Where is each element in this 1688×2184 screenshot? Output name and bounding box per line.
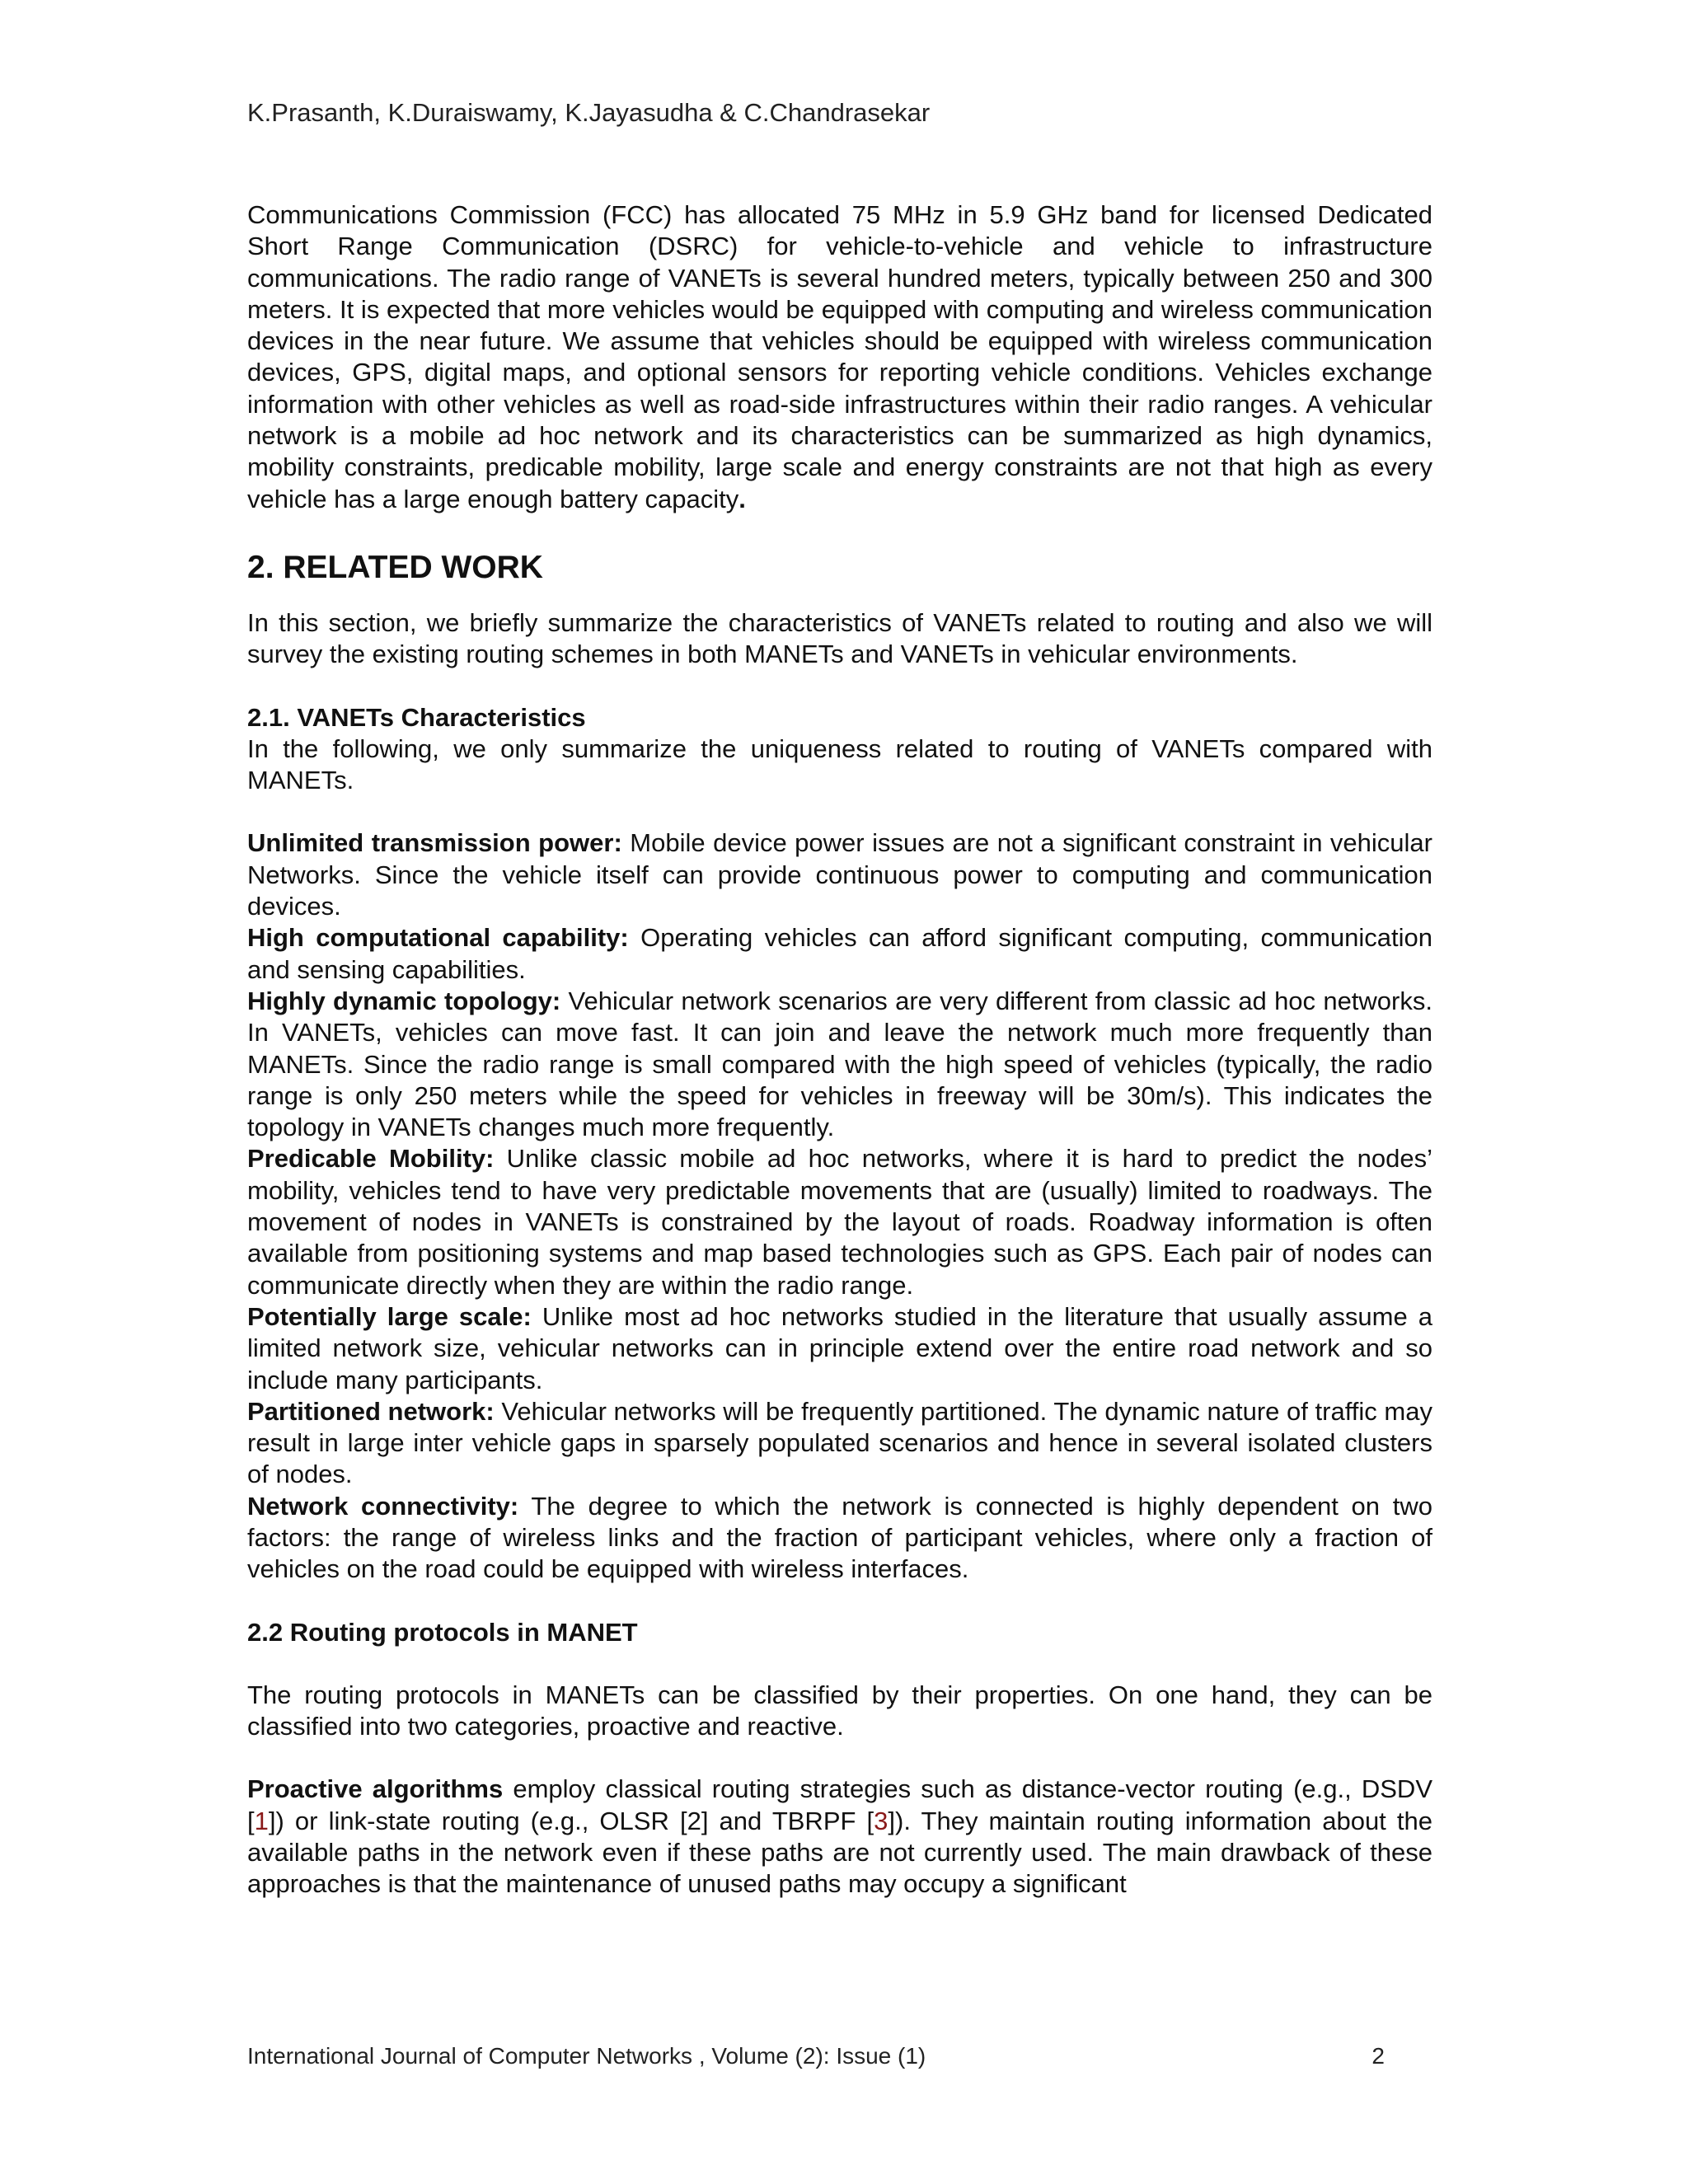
intro-paragraph — [247, 199, 1432, 515]
proactive-text-2: ]) or link-state routing (e.g., OLSR [2] and TBRPF [ — [268, 1806, 874, 1835]
characteristic-text: Operating vehicles can afford significant computing, communication and sensing capabilities. — [247, 923, 1432, 984]
characteristic-item — [247, 986, 1432, 1143]
characteristic-item — [247, 1396, 1432, 1491]
section2-intro: In this section, we briefly summarize the characteristics of VANETs related to routing and also we will survey the existing routing schemes in both MANETs and VANETs in vehicular environments. — [247, 607, 1432, 669]
section21-intro: In the following, we only summarize the uniqueness related to routing of VANETs compared with MANETs. — [247, 733, 1432, 795]
subsection-heading-routing-protocols-manet: 2.2 Routing protocols in MANET — [247, 1617, 638, 1647]
characteristic-text: Unlike classic mobile ad hoc networks, where it is hard to predict the nodes’ mobility, vehicles tend to have very predictable movements that are (usually) limited to roadways. The movement of nodes in VANETs is constrained by the layout of roads. Roadway information is often available from positioning systems and map based technologies such as GPS. Each pair of nodes can communicate directly when they are within the radio range. — [247, 1144, 1432, 1300]
characteristic-term: High computational capability: — [247, 923, 629, 953]
proactive-text-1: employ classical routing strategies such as distance-vector routing (e.g., DSDV [ — [247, 1774, 1433, 1835]
characteristic-term: Partitioned network: — [247, 1396, 495, 1426]
running-header: K.Prasanth, K.Duraiswamy, K.Jayasudha & C.Chandrasekar — [247, 98, 931, 127]
characteristic-term: Potentially large scale: — [247, 1301, 532, 1331]
characteristic-item — [247, 922, 1432, 986]
characteristic-term: Highly dynamic topology: — [247, 986, 561, 1015]
characteristic-term: Network connectivity: — [247, 1491, 519, 1521]
page-footer — [247, 2042, 1385, 2070]
proactive-paragraph — [247, 1774, 1432, 1900]
intro-period: . — [738, 484, 746, 513]
characteristic-term: Unlimited transmission power: — [247, 828, 622, 858]
proactive-term: Proactive algorithms — [247, 1774, 504, 1804]
characteristic-item — [247, 1301, 1432, 1396]
characteristic-item — [247, 827, 1432, 922]
journal-citation: International Journal of Computer Networks , Volume (2): Issue (1) — [247, 2043, 926, 2069]
characteristic-text: Vehicular networks will be frequently partitioned. The dynamic nature of traffic may result in large inter vehicle gaps in sparsely populated scenarios and hence in several isolated clusters of nodes. — [247, 1396, 1432, 1489]
page-number: 2 — [1372, 2043, 1385, 2069]
proactive-text-3: ]). They maintain routing information about the available paths in the network even if these paths are not currently used. The main drawback of these approaches is that the maintenance of unused paths may occupy a significant — [247, 1806, 1433, 1899]
page-body — [247, 199, 1432, 1900]
section22-intro: The routing protocols in MANETs can be classified by their properties. On one hand, they can be classified into two categories, proactive and reactive. — [247, 1680, 1432, 1741]
citation-link-3[interactable]: 3 — [874, 1806, 889, 1835]
section-heading-related-work: 2. RELATED WORK — [247, 549, 543, 585]
characteristic-item — [247, 1491, 1432, 1586]
characteristic-text: Vehicular network scenarios are very different from classic ad hoc networks. In VANETs, vehicles can move fast. It can join and leave the network much more frequently than MANETs. Since the radio range is small compared with the high speed of vehicles (typically, the radio range is only 250 meters while the speed for vehicles in freeway will be 30m/s). This indicates the topology in VANETs changes much more frequently. — [247, 986, 1432, 1142]
intro-text: Communications Commission (FCC) has allocated 75 MHz in 5.9 GHz band for licensed Dedicated Short Range Communication (DSRC) for vehicle-to-vehicle and vehicle to infrastructure communications. The radio range of VANETs is several hundred meters, typically between 250 and 300 meters. It is expected that more vehicles would be equipped with computing and wireless communication devices in the near future. We assume that vehicles should be equipped with wireless communication devices, GPS, digital maps, and optional sensors for reporting vehicle conditions. Vehicles exchange information with other vehicles as well as road-side infrastructures within their radio ranges. A vehicular network is a mobile ad hoc network and its characteristics can be summarized as high dynamics, mobility constraints, predicable mobility, large scale and energy constraints are not that high as every vehicle has a large enough battery capacity — [247, 200, 1432, 513]
characteristic-item — [247, 1143, 1432, 1301]
citation-link-1[interactable]: 1 — [254, 1806, 269, 1835]
characteristic-term: Predicable Mobility: — [247, 1144, 495, 1174]
characteristic-text: Mobile device power issues are not a significant constraint in vehicular Networks. Since the vehicle itself can provide continuous power to computing and communication devices. — [247, 828, 1432, 921]
characteristic-text: Unlike most ad hoc networks studied in the literature that usually assume a limited network size, vehicular networks can in principle extend over the entire road network and so include many participants. — [247, 1301, 1432, 1394]
subsection-heading-vanets-characteristics: 2.1. VANETs Characteristics — [247, 702, 586, 732]
characteristics-list — [247, 827, 1432, 1585]
characteristic-text: The degree to which the network is connected is highly dependent on two factors: the range of wireless links and the fraction of participant vehicles, where only a fraction of vehicles on the road could be equipped with wireless interfaces. — [247, 1491, 1432, 1584]
